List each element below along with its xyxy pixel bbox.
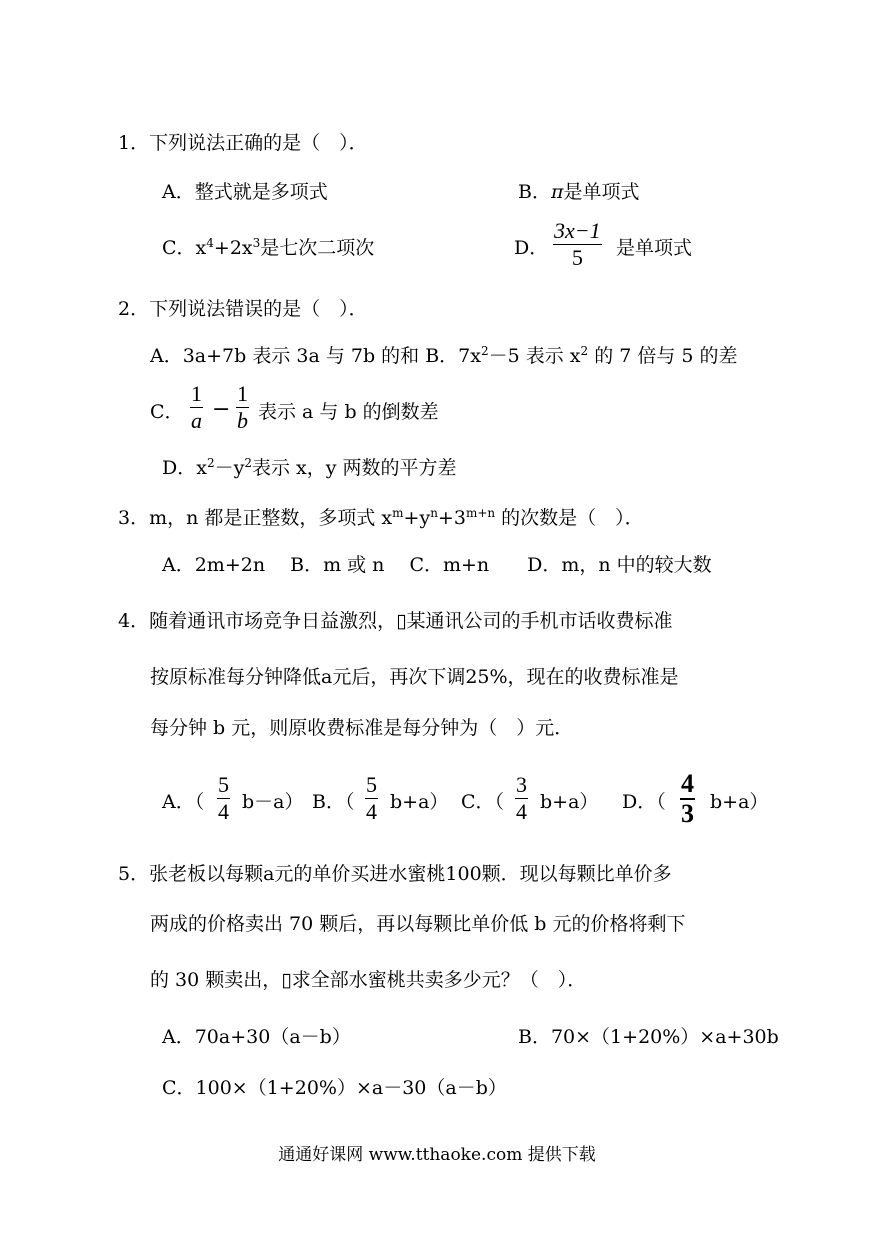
- q2-option-c-fraction-1: 1 a: [191, 381, 202, 433]
- q5-line-3: 的 30 颗卖出，▯求全部水蜜桃共卖多少元？（ ）．: [150, 969, 587, 991]
- q1-option-d-text: 是单项式: [616, 237, 693, 259]
- q5-option-b: B．70×（1+20%）×a+30b: [518, 1026, 779, 1048]
- q2-option-c-fraction-2: 1 b: [237, 381, 248, 433]
- q2-option-d: D．$x^2-y^2$表示 x，y 两数的平方差: [162, 456, 457, 479]
- q1-stem: 1．下列说法正确的是（ ）．: [118, 132, 368, 154]
- q4-option-d-fraction: 4 3: [681, 769, 694, 828]
- q4-option-d-label: D．（: [622, 791, 666, 813]
- q5-option-a: A．70a+30（a－b）: [162, 1026, 351, 1048]
- q3-stem: 3．m，n 都是正整数，多项式 $x^m+y^n+3^{m+n}$ 的次数是（ ）．: [118, 506, 644, 529]
- q1-option-c: C．$x^4+2x^3$是七次二项次: [162, 236, 375, 259]
- q2-option-c-label: C．: [150, 401, 184, 423]
- q2-stem: 2．下列说法错误的是（ ）．: [118, 298, 368, 320]
- q2-options-ab: A．3a+7b 表示 3a 与 7b 的和 B．$7x^2-5$ 表示 $x^2$ 的 7 倍与 5 的差: [150, 344, 738, 367]
- q4-option-b-text: b+a）: [390, 791, 449, 813]
- q1-option-d-fraction: 3x−1 5: [554, 218, 601, 270]
- q4-option-b-fraction: 5 4: [366, 772, 377, 824]
- q2-option-c-minus: −: [212, 397, 231, 422]
- q5-line-1: 5．张老板以每颗a元的单价买进水蜜桃100颗．现以每颗比单价多: [118, 863, 672, 885]
- q4-option-a-text: b－a）: [242, 791, 304, 813]
- page-footer: 通通好课网 www.tthaoke.com 提供下载: [278, 1145, 596, 1165]
- q4-line-3: 每分钟 b 元，则原收费标准是每分钟为（ ）元．: [150, 717, 574, 739]
- q1-option-a: A．整式就是多项式: [162, 181, 328, 203]
- q4-option-b-label: B．（: [312, 791, 355, 813]
- q5-option-c: C．100×（1+20%）×a－30（a－b）: [162, 1077, 507, 1099]
- q4-line-1: 4．随着通讯市场竞争日益激烈，▯某通讯公司的手机市话收费标准: [118, 610, 673, 632]
- q4-option-a-label: A．（: [162, 791, 205, 813]
- q4-option-c-label: C．（: [461, 791, 505, 813]
- q1-option-d-label: D．: [514, 237, 549, 259]
- q5-line-2: 两成的价格卖出 70 颗后，再以每颗比单价低 b 元的价格将剩下: [150, 913, 686, 935]
- q4-line-2: 按原标准每分钟降低a元后，再次下调25%，现在的收费标准是: [150, 666, 679, 688]
- q3-options: A．2m+2n B．m 或 n C．m+n D．m，n 中的较大数: [162, 554, 712, 576]
- q4-option-d-text: b+a）: [710, 791, 769, 813]
- q4-option-c-text: b+a）: [540, 791, 599, 813]
- q4-option-a-fraction: 5 4: [218, 772, 229, 824]
- q4-option-c-fraction: 3 4: [516, 772, 527, 824]
- q2-option-c-text: 表示 a 与 b 的倒数差: [258, 401, 439, 423]
- q1-option-b: B．π是单项式: [518, 181, 640, 203]
